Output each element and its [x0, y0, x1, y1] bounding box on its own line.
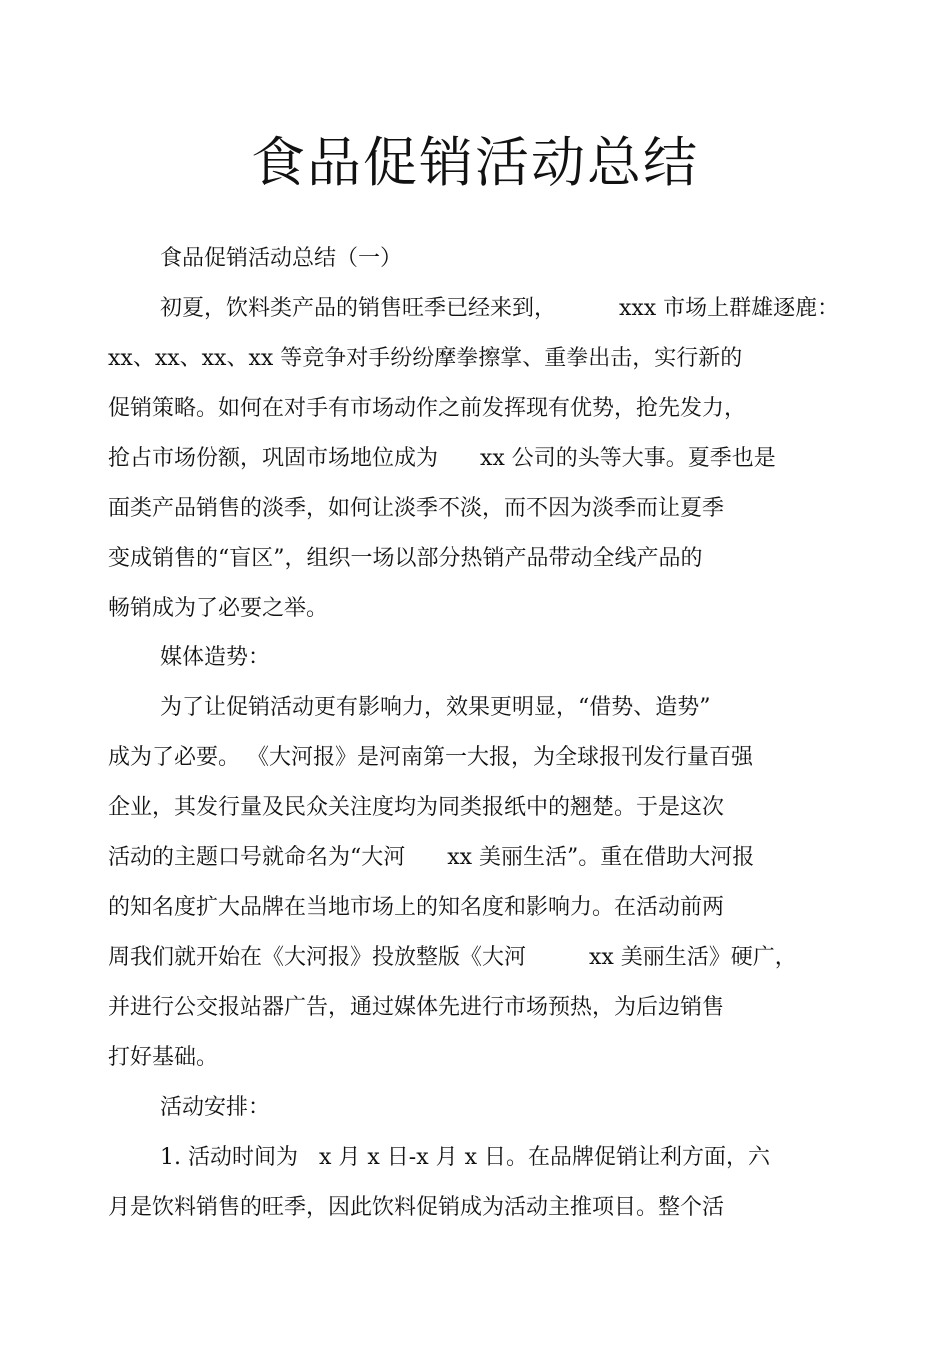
paragraph-line: 促销策略。如何在对手有市场动作之前发挥现有优势，抢先发力， [108, 396, 747, 421]
paragraph-line: xx、xx、xx、xx 等竞争对手纷纷摩拳擦掌、重拳出击，实行新的 [108, 346, 743, 371]
subheading-media: 媒体造势： [160, 645, 271, 670]
paragraph-line: 为了让促销活动更有影响力，效果更明显，“借势、造势” [160, 695, 711, 720]
paragraph-line: 打好基础。 [108, 1045, 219, 1070]
subheading-schedule: 活动安排： [160, 1095, 271, 1120]
paragraph-line: 面类产品销售的淡季，如何让淡季不淡，而不因为淡季而让夏季 [108, 496, 725, 521]
paragraph-line: 畅销成为了必要之举。 [108, 596, 329, 621]
document-title: 食品促销活动总结 [251, 131, 699, 194]
section-heading: 食品促销活动总结（一） [160, 246, 403, 271]
paragraph-line: 抢占市场份额，巩固市场地位成为 xx 公司的头等大事。夏季也是 [108, 446, 776, 471]
paragraph-line: 初夏，饮料类产品的销售旺季已经来到， xxx 市场上群雄逐鹿： [160, 296, 840, 321]
paragraph-line: 并进行公交报站器广告，通过媒体先进行市场预热，为后边销售 [108, 995, 725, 1020]
paragraph-line: 企业，其发行量及民众关注度均为同类报纸中的翘楚。于是这次 [108, 795, 725, 820]
paragraph-line: 变成销售的“盲区”，组织一场以部分热销产品带动全线产品的 [108, 546, 703, 571]
paragraph-line: 成为了必要。 《大河报》是河南第一大报，为全球报刊发行量百强 [108, 745, 753, 770]
paragraph-line: 周我们就开始在《大河报》投放整版《大河 xx 美丽生活》硬广， [108, 945, 797, 970]
paragraph-line: 活动的主题口号就命名为“大河 xx 美丽生活”。重在借助大河报 [108, 845, 755, 870]
paragraph-line: 的知名度扩大品牌在当地市场上的知名度和影响力。在活动前两 [108, 895, 725, 920]
paragraph-line: 1. 活动时间为 x 月 x 日-x 月 x 日。在品牌促销让利方面，六 [160, 1145, 770, 1170]
paragraph-line: 月是饮料销售的旺季，因此饮料促销成为活动主推项目。整个活 [108, 1195, 725, 1220]
